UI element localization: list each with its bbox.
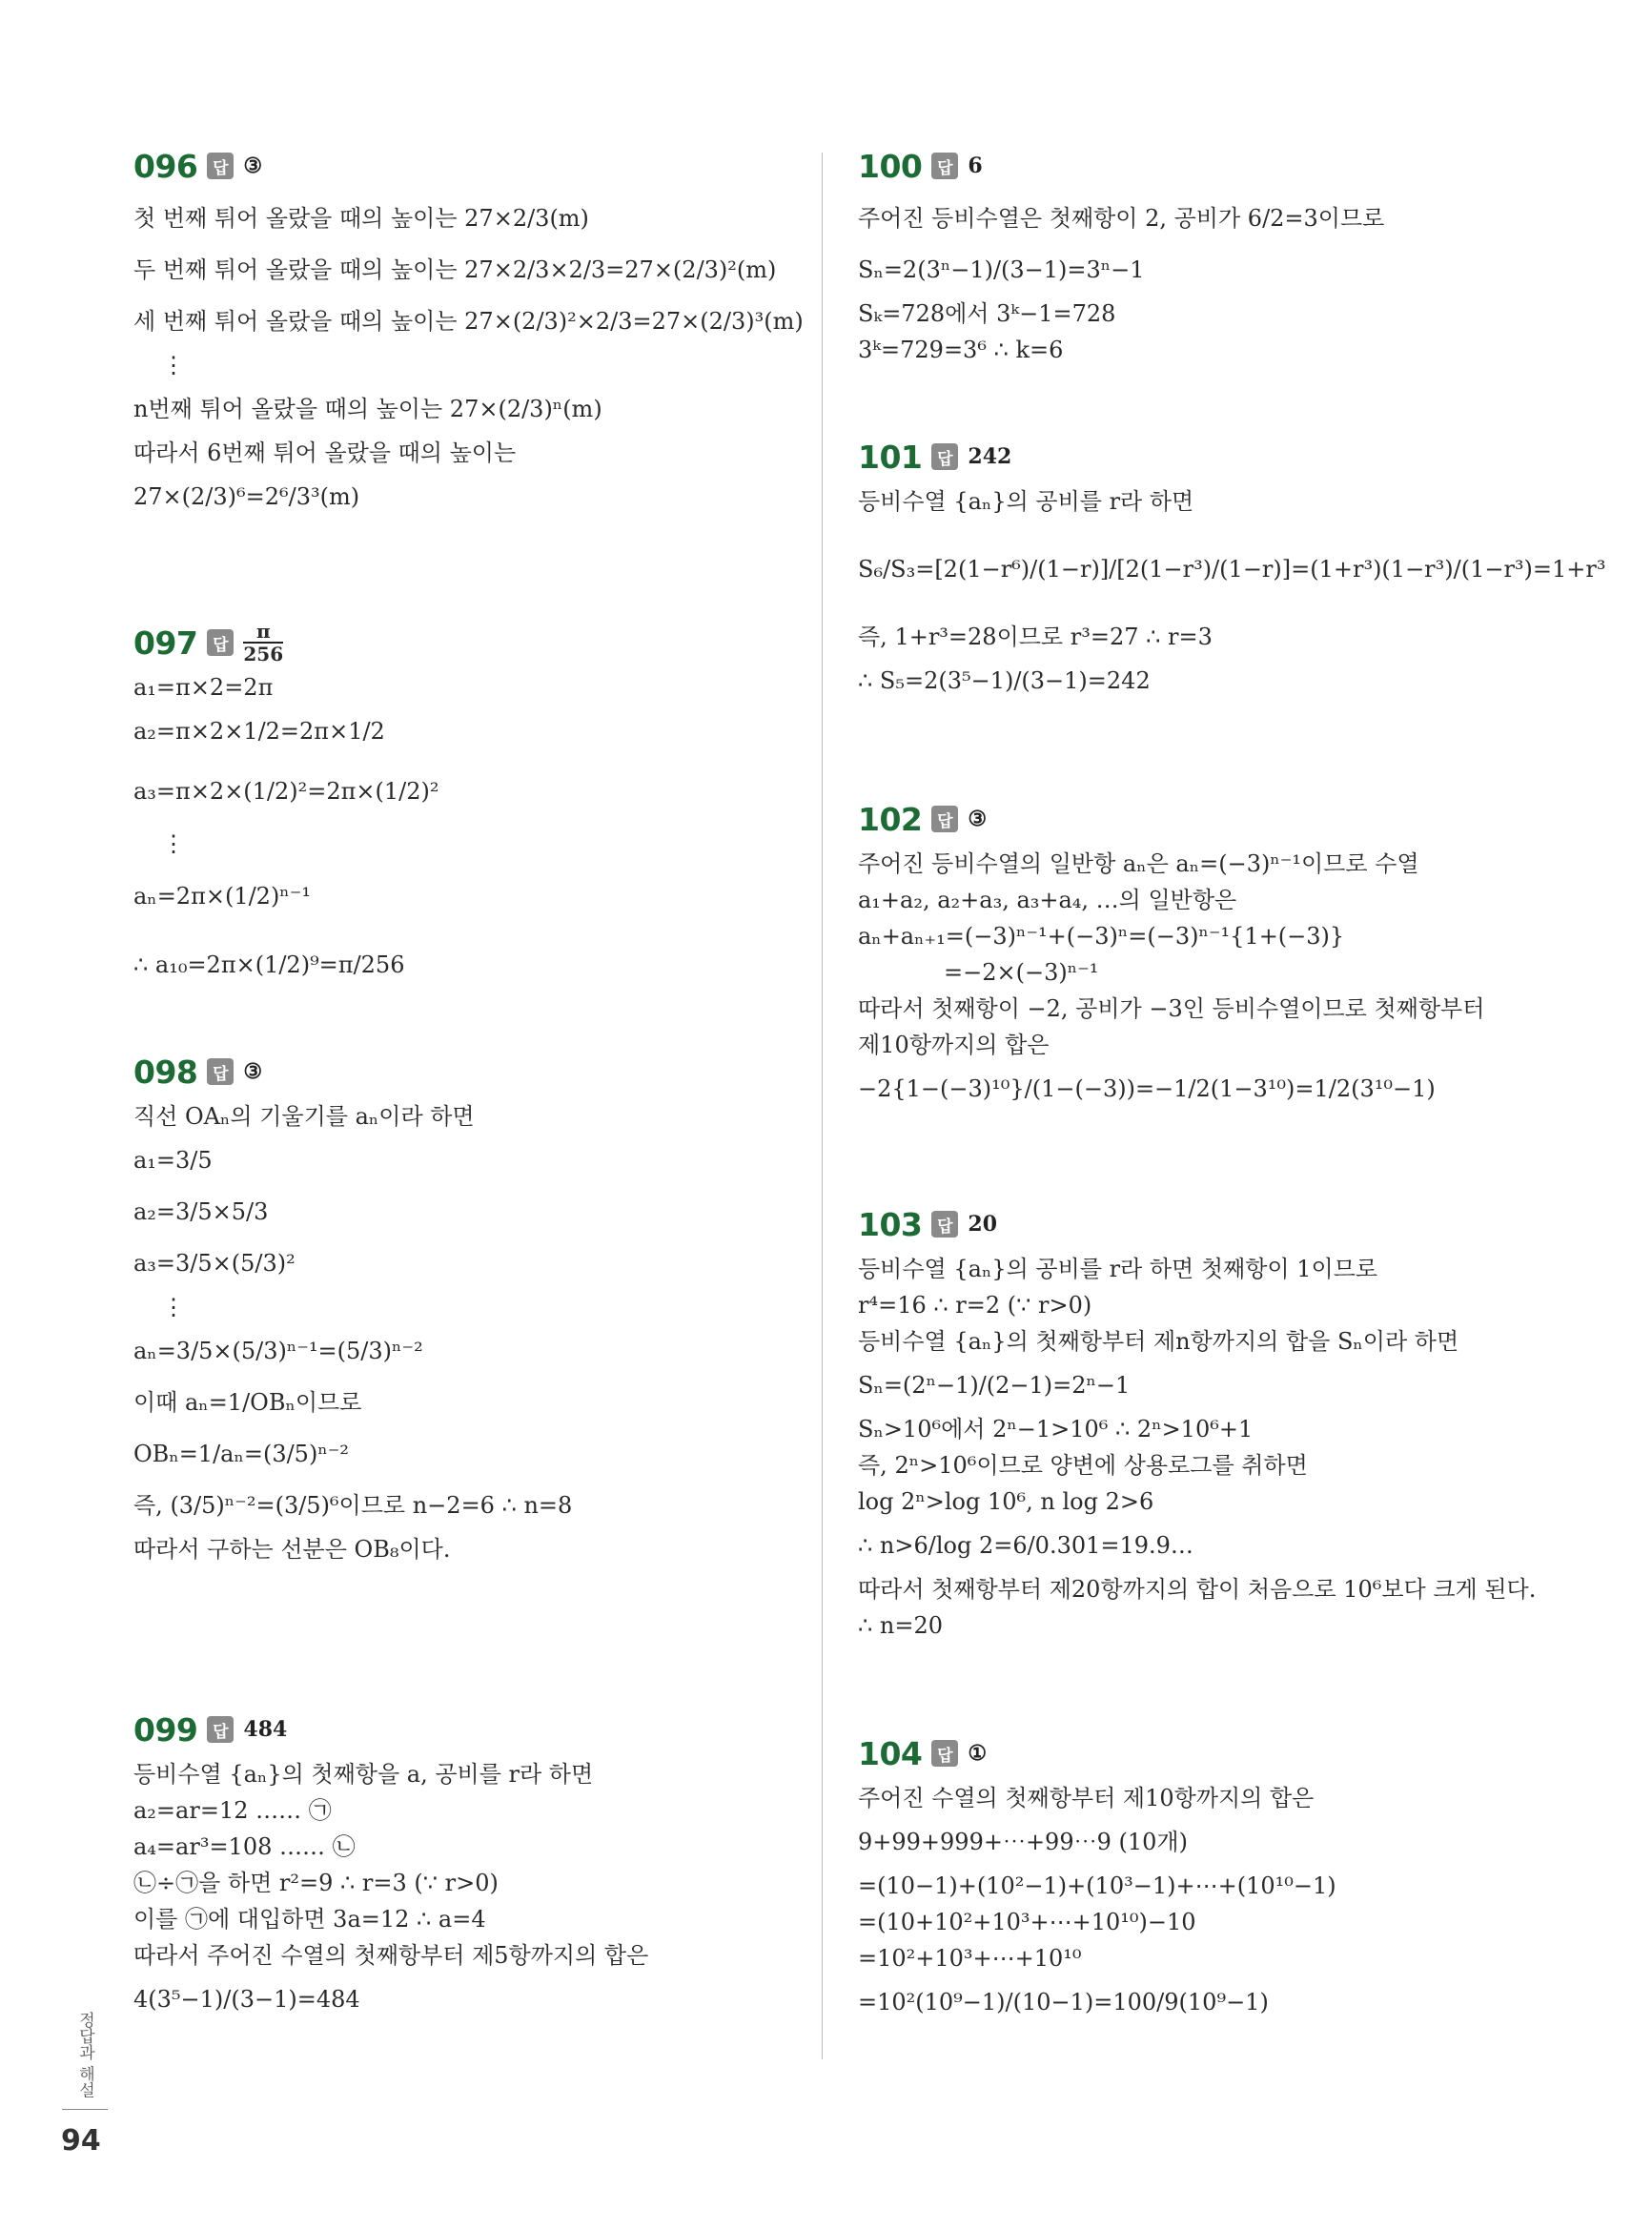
problem-102 bbox=[858, 796, 1525, 1111]
problem-number: 096 bbox=[133, 147, 198, 185]
answer-badge: 답 bbox=[207, 1716, 234, 1743]
answer-value: 20 bbox=[968, 1212, 998, 1237]
solution-line: =−2×(−3)ⁿ⁻¹ bbox=[944, 959, 1099, 986]
solution-line: Sₙ=(2ⁿ−1)/(2−1)=2ⁿ−1 bbox=[858, 1372, 1131, 1399]
answer-fraction bbox=[243, 621, 283, 665]
solution-line: 즉, (3/5)ⁿ⁻²=(3/5)⁶이므로 n−2=6 ∴ n=8 bbox=[133, 1492, 573, 1519]
solution-line: a₂=ar=12 …… ㉠ bbox=[133, 1797, 332, 1824]
problem-header bbox=[858, 1730, 1525, 1776]
solution-line: 따라서 첫째항이 −2, 공비가 −3인 등비수열이므로 첫째항부터 bbox=[858, 995, 1485, 1022]
solution-line: 27×(2/3)⁶=2⁶/3³(m) bbox=[133, 483, 360, 510]
problem-097 bbox=[133, 620, 801, 995]
problem-098 bbox=[133, 1049, 801, 1564]
solution-line: 제10항까지의 합은 bbox=[858, 1032, 1050, 1058]
solution-line: ⋮ bbox=[162, 352, 185, 378]
page-number: 94 bbox=[61, 2124, 101, 2158]
solution-line: 등비수열 {aₙ}의 첫째항부터 제n항까지의 합을 Sₙ이라 하면 bbox=[858, 1328, 1459, 1355]
solution-line: 따라서 6번째 튀어 올랐을 때의 높이는 bbox=[133, 440, 517, 466]
problem-header bbox=[133, 1707, 801, 1752]
problem-number: 102 bbox=[858, 800, 923, 838]
answer-badge: 답 bbox=[207, 153, 234, 179]
solution-line: ㉡÷㉠을 하면 r²=9 ∴ r=3 (∵ r>0) bbox=[133, 1870, 499, 1896]
answer-numerator: π bbox=[255, 620, 271, 643]
problem-104 bbox=[858, 1730, 1525, 2024]
problem-number: 101 bbox=[858, 438, 923, 476]
problem-number: 098 bbox=[133, 1053, 198, 1091]
solution-line: =(10+10²+10³+⋯+10¹⁰)−10 bbox=[858, 1909, 1196, 1935]
solution-line: ∴ a₁₀=2π×(1/2)⁹=π/256 bbox=[133, 951, 405, 978]
problem-header bbox=[133, 143, 801, 189]
column-divider bbox=[822, 153, 823, 2059]
solution-line: log 2ⁿ>log 10⁶, n log 2>6 bbox=[858, 1488, 1154, 1515]
solution-line: 주어진 등비수열은 첫째항이 2, 공비가 6/2=3이므로 bbox=[858, 205, 1385, 232]
solution-line: Sₖ=728에서 3ᵏ−1=728 bbox=[858, 300, 1116, 327]
solution-line: Sₙ=2(3ⁿ−1)/(3−1)=3ⁿ−1 bbox=[858, 256, 1145, 283]
problem-103 bbox=[858, 1201, 1537, 1640]
solution-line: aₙ+aₙ₊₁=(−3)ⁿ⁻¹+(−3)ⁿ=(−3)ⁿ⁻¹{1+(−3)} bbox=[858, 923, 1345, 950]
problem-header bbox=[858, 143, 1525, 189]
problem-header bbox=[858, 434, 1525, 480]
problem-100 bbox=[858, 143, 1525, 364]
answer-badge: 답 bbox=[207, 1058, 234, 1085]
answer-denominator: 256 bbox=[243, 643, 284, 665]
solution-line: OBₙ=1/aₙ=(3/5)ⁿ⁻² bbox=[133, 1441, 349, 1467]
solution-line: 이를 ㉠에 대입하면 3a=12 ∴ a=4 bbox=[133, 1906, 486, 1933]
solution-line: a₂=π×2×1/2=2π×1/2 bbox=[133, 718, 385, 745]
solution-line: −2{1−(−3)¹⁰}/(1−(−3))=−1/2(1−3¹⁰)=1/2(3¹⁰−1) bbox=[858, 1075, 1436, 1102]
solution-line: a₄=ar³=108 …… ㉡ bbox=[133, 1833, 356, 1860]
answer-badge: 답 bbox=[931, 1211, 958, 1238]
solution-line: 따라서 주어진 수열의 첫째항부터 제5항까지의 합은 bbox=[133, 1942, 649, 1969]
solution-line: 주어진 등비수열의 일반항 aₙ은 aₙ=(−3)ⁿ⁻¹이므로 수열 bbox=[858, 850, 1419, 877]
solution-line: ∴ S₅=2(3⁵−1)/(3−1)=242 bbox=[858, 667, 1151, 694]
solution-line: =(10−1)+(10²−1)+(10³−1)+⋯+(10¹⁰−1) bbox=[858, 1872, 1336, 1899]
solution-line: 직선 OAₙ의 기울기를 aₙ이라 하면 bbox=[133, 1103, 475, 1130]
solution-line: 이때 aₙ=1/OBₙ이므로 bbox=[133, 1389, 362, 1416]
solution-line: 따라서 구하는 선분은 OB₈이다. bbox=[133, 1536, 451, 1563]
answer-value: 484 bbox=[243, 1717, 288, 1742]
solution-line: 두 번째 튀어 올랐을 때의 높이는 27×2/3×2/3=27×(2/3)²(m) bbox=[133, 256, 777, 283]
problem-number: 097 bbox=[133, 624, 198, 662]
solution-line: a₃=π×2×(1/2)²=2π×(1/2)² bbox=[133, 778, 439, 805]
solution-line: ⋮ bbox=[162, 830, 185, 857]
solution-line: aₙ=3/5×(5/3)ⁿ⁻¹=(5/3)ⁿ⁻² bbox=[133, 1338, 423, 1364]
solution-line: n번째 튀어 올랐을 때의 높이는 27×(2/3)ⁿ(m) bbox=[133, 396, 602, 422]
solution-line: S₆/S₃=[2(1−r⁶)/(1−r)]/[2(1−r³)/(1−r)]=(1+r³)(1−r³)/(1−r³)=1+r³ bbox=[858, 556, 1606, 583]
problem-101 bbox=[858, 434, 1606, 703]
solution-line: ∴ n>6/log 2=6/0.301=19.9… bbox=[858, 1532, 1193, 1559]
problem-header bbox=[133, 1049, 801, 1095]
problem-header bbox=[133, 620, 801, 665]
answer-badge: 답 bbox=[931, 443, 958, 470]
problem-header bbox=[858, 1201, 1525, 1247]
solution-line: ∴ n=20 bbox=[858, 1612, 944, 1639]
footer-rule bbox=[62, 2109, 108, 2110]
answer-value: ③ bbox=[243, 1059, 263, 1084]
solution-line: a₂=3/5×5/3 bbox=[133, 1198, 269, 1225]
section-label: 정답과 해설 bbox=[75, 2012, 94, 2098]
solution-line: 등비수열 {aₙ}의 공비를 r라 하면 bbox=[858, 488, 1194, 515]
solution-line: 주어진 수열의 첫째항부터 제10항까지의 합은 bbox=[858, 1785, 1315, 1811]
problem-number: 099 bbox=[133, 1710, 198, 1749]
solution-line: 4(3⁵−1)/(3−1)=484 bbox=[133, 1986, 360, 2013]
solution-line: Sₙ>10⁶에서 2ⁿ−1>10⁶ ∴ 2ⁿ>10⁶+1 bbox=[858, 1416, 1254, 1442]
solution-line: =10²+10³+⋯+10¹⁰ bbox=[858, 1945, 1082, 1972]
solution-line: 즉, 1+r³=28이므로 r³=27 ∴ r=3 bbox=[858, 624, 1213, 650]
solution-line: 첫 번째 튀어 올랐을 때의 높이는 27×2/3(m) bbox=[133, 205, 589, 232]
solution-line: ⋮ bbox=[162, 1294, 185, 1320]
answer-badge: 답 bbox=[207, 629, 234, 656]
solution-line: a₁=π×2=2π bbox=[133, 674, 274, 701]
problem-header bbox=[858, 796, 1525, 842]
solution-line: r⁴=16 ∴ r=2 (∵ r>0) bbox=[858, 1292, 1092, 1319]
solution-line: a₃=3/5×(5/3)² bbox=[133, 1250, 296, 1277]
solution-line: 등비수열 {aₙ}의 첫째항을 a, 공비를 r라 하면 bbox=[133, 1761, 594, 1788]
solution-line: aₙ=2π×(1/2)ⁿ⁻¹ bbox=[133, 883, 311, 910]
answer-badge: 답 bbox=[931, 1740, 958, 1767]
answer-badge: 답 bbox=[931, 806, 958, 832]
solution-line: =10²(10⁹−1)/(10−1)=100/9(10⁹−1) bbox=[858, 1989, 1269, 2015]
solution-line: 따라서 첫째항부터 제20항까지의 합이 처음으로 10⁶보다 크게 된다. bbox=[858, 1576, 1537, 1603]
answer-value: 242 bbox=[968, 444, 1012, 469]
problem-number: 103 bbox=[858, 1205, 923, 1243]
solution-line: 9+99+999+⋯+99⋯9 (10개) bbox=[858, 1829, 1188, 1855]
solution-line: 세 번째 튀어 올랐을 때의 높이는 27×(2/3)²×2/3=27×(2/3)³(m) bbox=[133, 308, 804, 335]
answer-value: ③ bbox=[243, 153, 263, 178]
problem-096 bbox=[133, 143, 804, 519]
solution-line: 3ᵏ=729=3⁶ ∴ k=6 bbox=[858, 337, 1064, 363]
solution-line: a₁+a₂, a₂+a₃, a₃+a₄, …의 일반항은 bbox=[858, 887, 1237, 913]
problem-099 bbox=[133, 1707, 801, 2021]
problem-number: 104 bbox=[858, 1734, 923, 1772]
problem-number: 100 bbox=[858, 147, 923, 185]
answer-value: ① bbox=[968, 1741, 988, 1766]
answer-badge: 답 bbox=[931, 153, 958, 179]
solution-line: 즉, 2ⁿ>10⁶이므로 양변에 상용로그를 취하면 bbox=[858, 1452, 1308, 1479]
solution-line: a₁=3/5 bbox=[133, 1147, 213, 1174]
solution-line: 등비수열 {aₙ}의 공비를 r라 하면 첫째항이 1이므로 bbox=[858, 1256, 1378, 1282]
answer-value: 6 bbox=[968, 153, 983, 178]
answer-value: ③ bbox=[968, 807, 988, 831]
